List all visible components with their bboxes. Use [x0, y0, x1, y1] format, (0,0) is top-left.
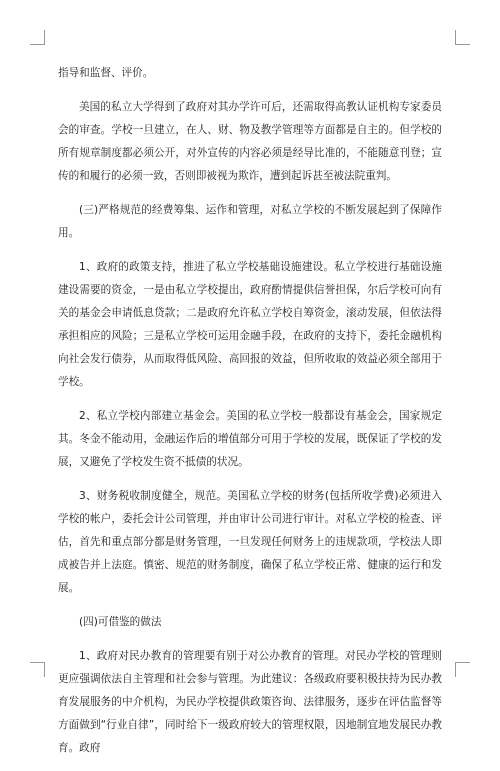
paragraph-private-university-review: 美国的私立大学得到了政府对其办学许可后，还需取得高教认证机构专家委员会的审查。学校一旦建立，在人、财、物及教学管理等方面都是自主的。但学校的所有规章制度都必须公开，对外宣传的内容必须是经导比准的，不能随意刊登；宣传的和履行的必须一致，否则即被视为欺诈，遭到起诉甚至被法院重判。	[58, 101, 442, 182]
crop-mark-bottom-left	[30, 662, 45, 677]
section-heading-funding: (三)严格规范的经费筹集、运作和管理，对私立学校的不断发展起到了保障作用。	[58, 204, 442, 239]
paragraph-continuation: 指导和监督、评价。	[58, 67, 154, 79]
section-heading-lessons: (四)可借鉴的做法	[79, 616, 162, 628]
paragraph-finance-tax: 3、财务税收制度健全，规范。美国私立学校的财务(包括所收学费)必须进入学校的帐户，委托会计公司管理，并由审计公司进行审计。对私立学校的检查、评估，首先和重点部分都是财务管理，一旦发现任何财务上的违规款项，学校法人即成被告并上法庭。慎密、规范的财务制度，确保了私立学校正常、健康的运行和发展。	[58, 490, 442, 594]
crop-mark-top-left	[30, 30, 45, 45]
paragraph-policy-support: 1、政府的政策支持，推进了私立学校基础设施建设。私立学校进行基础设施建设需要的资金，一是由私立学校提出，政府酌情提供信誉担保，尔后学校可向有关的基金会申请低息贷款；二是政府允许私立学校自筹资金，滚动发展，但依法得承担相应的风险；三是私立学校可运用金融手段，在政府的支持下，委托金融机构向社会发行债券，从而取得低风险、高回报的效益，但所收取的效益必须全部用于学校。	[58, 261, 442, 388]
paragraph-government-management: 1、政府对民办教育的管理要有别于对公办教育的管理。对民办学校的管理则更应强调依法自主管理和社会参与管理。为此建议：各级政府要积极扶持为民办教育发展服务的中介机构，为民办学校提供政策咨询、法律服务，逐步在评估监督等方面做到“行业自律”，同时给下一级政府较大的管理权限，因地制宜地发展民办教育。政府	[58, 650, 442, 754]
document-body	[58, 62, 442, 771]
crop-mark-bottom-right	[455, 662, 470, 677]
crop-mark-top-right	[455, 30, 470, 45]
paragraph-foundation: 2、私立学校内部建立基金会。美国的私立学校一般都设有基金会，国家规定其。冬金不能动用，金融运作后的增值部分可用于学校的发展，既保证了学校的发展，又避免了学校发生资不抵债的状况。	[58, 410, 442, 468]
